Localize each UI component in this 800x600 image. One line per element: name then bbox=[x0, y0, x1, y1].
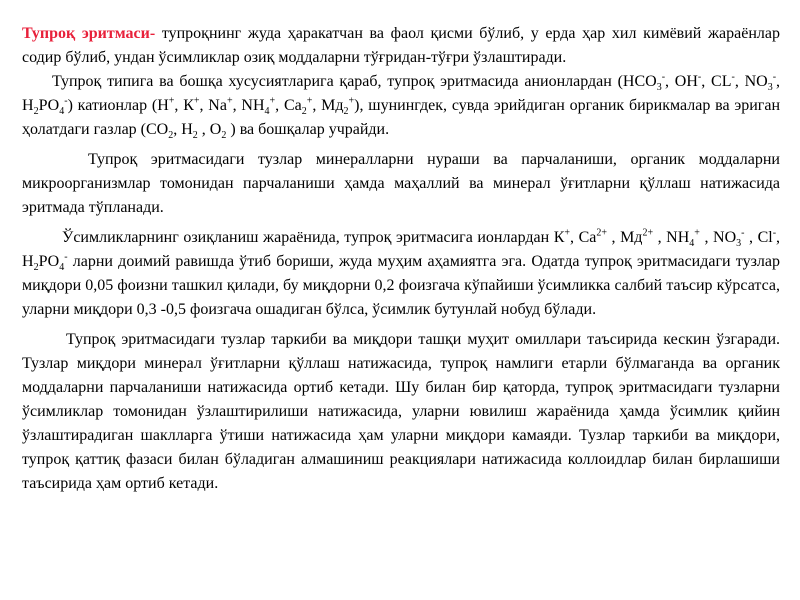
paragraph-definition bbox=[22, 22, 780, 70]
subscript: 2 bbox=[168, 130, 174, 142]
superscript: + bbox=[168, 95, 175, 107]
superscript: + bbox=[269, 95, 276, 107]
subscript: 2 bbox=[301, 106, 307, 118]
text-fragment: , Мд bbox=[312, 97, 344, 114]
superscript: 2+ bbox=[642, 227, 654, 239]
text-fragment: , Н bbox=[173, 121, 193, 138]
paragraph-composition bbox=[22, 70, 780, 142]
subscript: 4 bbox=[59, 262, 65, 274]
term-soil-solution: Тупроқ эритмаси- bbox=[22, 25, 156, 42]
superscript: + bbox=[226, 95, 233, 107]
text-fragment: , СL bbox=[701, 73, 732, 90]
superscript: - bbox=[731, 71, 735, 83]
superscript: - bbox=[697, 71, 702, 83]
superscript: - bbox=[64, 95, 68, 107]
subscript: 4 bbox=[59, 106, 65, 118]
subscript: 2 bbox=[343, 106, 349, 118]
subscript: 3 bbox=[656, 82, 662, 94]
text-fragment: РО bbox=[38, 253, 60, 270]
text-fragment: ), шунингдек, сувда эрийдиган органик бирикмалар ва эриган ҳолатдаги газлар (СО bbox=[22, 97, 781, 138]
subscript: 3 bbox=[767, 82, 773, 94]
text-fragment: , Н bbox=[22, 229, 781, 270]
superscript: + bbox=[348, 95, 355, 107]
subscript: 4 bbox=[264, 106, 270, 118]
text-fragment: , NH bbox=[232, 97, 265, 114]
text-fragment: , Са bbox=[570, 229, 597, 246]
paragraph-salt-sources: Тупроқ эритмасидаги тузлар минералларни нураши ва парчаланиши, органик моддаларни микроорганизмлар томонидан парчаланиши ҳамда маҳаллий ва минерал ўғитларни қўллаш натижасида эритмада тўпланади. bbox=[22, 151, 780, 216]
subscript: 4 bbox=[689, 238, 695, 250]
superscript: + bbox=[694, 227, 700, 239]
superscript: - bbox=[772, 227, 777, 239]
subscript: 2 bbox=[33, 262, 39, 274]
text-fragment: , Na bbox=[199, 97, 227, 114]
paragraph-salt-changes: Тупроқ эритмасидаги тузлар таркиби ва миқдори ташқи муҳит омиллари таъсирида кескин ўзгаради. Тузлар миқдори минерал ўғитларни қўллаш натижасида, тупроқ намлиги етарли бўлмаганда ва органик моддаларни парчаланиши натижасида ортиб кетади. Шу билан бир қаторда, тупроқ эритмасидаги тузларни ўсимликлар томонидан ўзлаштирилиши натижасида, уларни ювилиш жараёнида ҳамда ўсимлик қийин ўзлаштирадиган шаклларга ўтиши натижасида ҳам уларни миқдори камаяди. Тузлар таркиби ва миқдори, тупроқ қаттиқ фазаси билан бўладиган алмашиниш реакциялари натижасида коллоидлар билан бирлашиши таъсирида ҳам ортиб кетади. bbox=[22, 331, 780, 492]
text-fragment: ларни доимий равишда ўтиб бориши, жуда муҳим аҳамиятга эга. Одатда тупроқ эритмасидаги тузлар миқдори 0,05 фоизни ташкил қилади, бу миқдорни 0,2 фоизгача кўпайиши ўсимликка салбий таъсир кўрсатса, уларни миқдори 0,3 -0,5 фоизгача ошадиган бўлса, ўсимлик бутунлай нобуд бўлади. bbox=[22, 253, 780, 318]
superscript: + bbox=[193, 95, 200, 107]
superscript: + bbox=[306, 95, 313, 107]
text-fragment: , Ca bbox=[275, 97, 302, 114]
subscript: 3 bbox=[736, 238, 742, 250]
text-fragment: , bbox=[665, 73, 670, 90]
text-fragment: Тупроқ типига ва бошқа хусусиятларига қараб, тупроқ эритмасида анионлардан (НСО bbox=[52, 73, 657, 90]
text-fragment: , NO bbox=[734, 73, 768, 90]
text-fragment: , К bbox=[174, 97, 194, 114]
subscript: 2 bbox=[221, 130, 227, 142]
superscript: + bbox=[564, 227, 571, 239]
text-fragment: , Мд bbox=[607, 229, 643, 246]
text-fragment: , Cl bbox=[744, 229, 773, 246]
subscript: 2 bbox=[33, 106, 39, 118]
subscript: 2 bbox=[192, 130, 198, 142]
text-fragment: ) ва бошқалар учрайди. bbox=[226, 121, 390, 138]
paragraph-plant-nutrition bbox=[22, 226, 780, 322]
definition-text: тупроқнинг жуда ҳаракатчан ва фаол қисми бўлиб, у ерда ҳар хил кимёвий жараёнлар содир бўлиб, ундан ўсимликлар озиқ моддаларни тўғридан-тўғри ўзлаштиради. bbox=[22, 25, 780, 66]
text-fragment: ) катионлар (Н bbox=[67, 97, 169, 114]
text-fragment: , NH bbox=[653, 229, 690, 246]
text-fragment: Ўсимликларнинг озиқланиш жараёнида, тупроқ эритмасига ионлардан К bbox=[62, 229, 565, 246]
superscript: - bbox=[772, 71, 777, 83]
superscript: 2+ bbox=[596, 227, 607, 239]
text-fragment: РО bbox=[38, 97, 60, 114]
text-fragment: , О bbox=[197, 121, 222, 138]
text-fragment: , NO bbox=[699, 229, 737, 246]
text-fragment: ОН bbox=[669, 73, 698, 90]
superscript: - bbox=[741, 227, 745, 239]
superscript: - bbox=[661, 71, 666, 83]
text-fragment: , Н bbox=[22, 73, 781, 114]
superscript: - bbox=[64, 251, 68, 263]
